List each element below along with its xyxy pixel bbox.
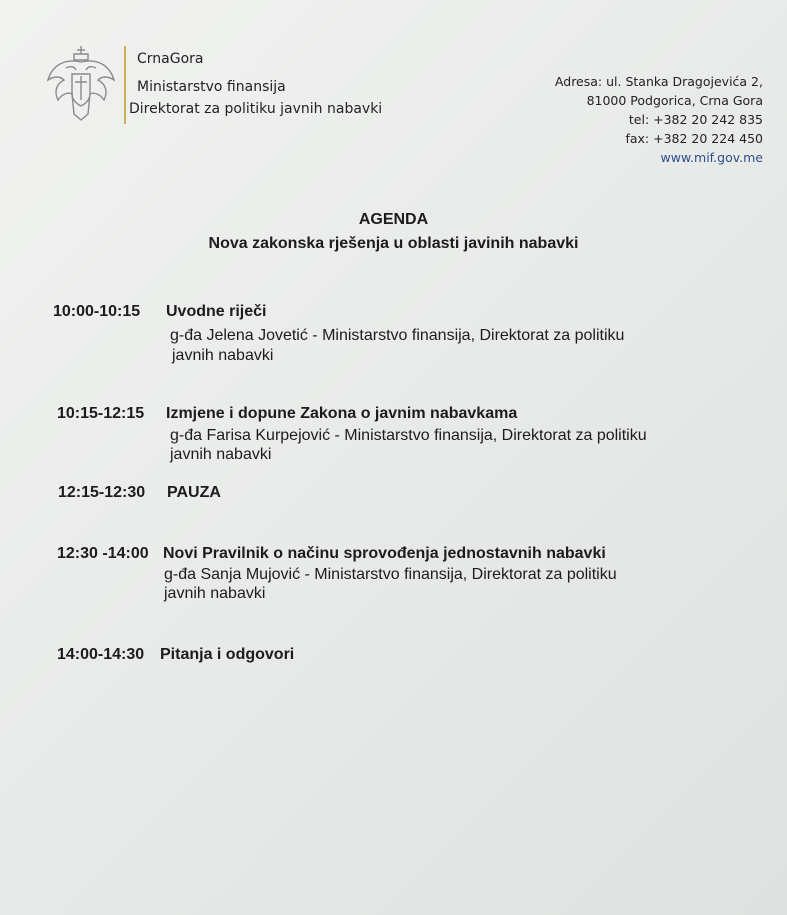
agenda-time: 10:15-12:15 — [57, 405, 145, 422]
agenda-time: 12:30 -14:00 — [57, 545, 149, 562]
org-name: CrnaGora — [137, 51, 204, 67]
agenda-topic: PAUZA — [167, 484, 221, 501]
ministry-name: Ministarstvo finansija — [137, 79, 286, 95]
agenda-topic: Izmjene i dopune Zakona o javnim nabavkama — [166, 405, 518, 422]
agenda-speaker-continued: javnih nabavki — [172, 347, 274, 364]
header-divider — [124, 46, 126, 124]
address-line-1: Adresa: ul. Stanka Dragojevića 2, — [554, 74, 763, 89]
coat-of-arms-icon — [44, 44, 118, 124]
agenda-title: AGENDA — [358, 211, 429, 228]
agenda-subtitle: Nova zakonska rješenja u oblasti javinih nabavki — [208, 235, 579, 252]
agenda-topic: Uvodne riječi — [166, 303, 267, 320]
agenda-speaker-continued: javnih nabavki — [170, 446, 272, 463]
directorate-name: Direktorat za politiku javnih nabavki — [129, 101, 383, 117]
agenda-topic: Pitanja i odgovori — [160, 646, 295, 663]
agenda-time: 14:00-14:30 — [57, 646, 145, 663]
phone-number: tel: +382 20 242 835 — [628, 112, 763, 127]
agenda-topic: Novi Pravilnik o načinu sprovođenja jednostavnih nabavki — [163, 545, 606, 562]
agenda-speaker: g-đa Farisa Kurpejović - Ministarstvo finansija, Direktorat za politiku — [170, 427, 647, 444]
fax-number: fax: +382 20 224 450 — [625, 131, 763, 146]
agenda-time: 10:00-10:15 — [53, 303, 141, 320]
agenda-time: 12:15-12:30 — [58, 484, 146, 501]
website-link[interactable]: www.mif.gov.me — [660, 150, 763, 165]
agenda-speaker: g-đa Jelena Jovetić - Ministarstvo finansija, Direktorat za politiku — [170, 327, 625, 344]
agenda-speaker: g-đa Sanja Mujović - Ministarstvo finansija, Direktorat za politiku — [164, 566, 617, 583]
address-line-2: 81000 Podgorica, Crna Gora — [586, 93, 763, 108]
agenda-speaker-continued: javnih nabavki — [164, 585, 266, 602]
